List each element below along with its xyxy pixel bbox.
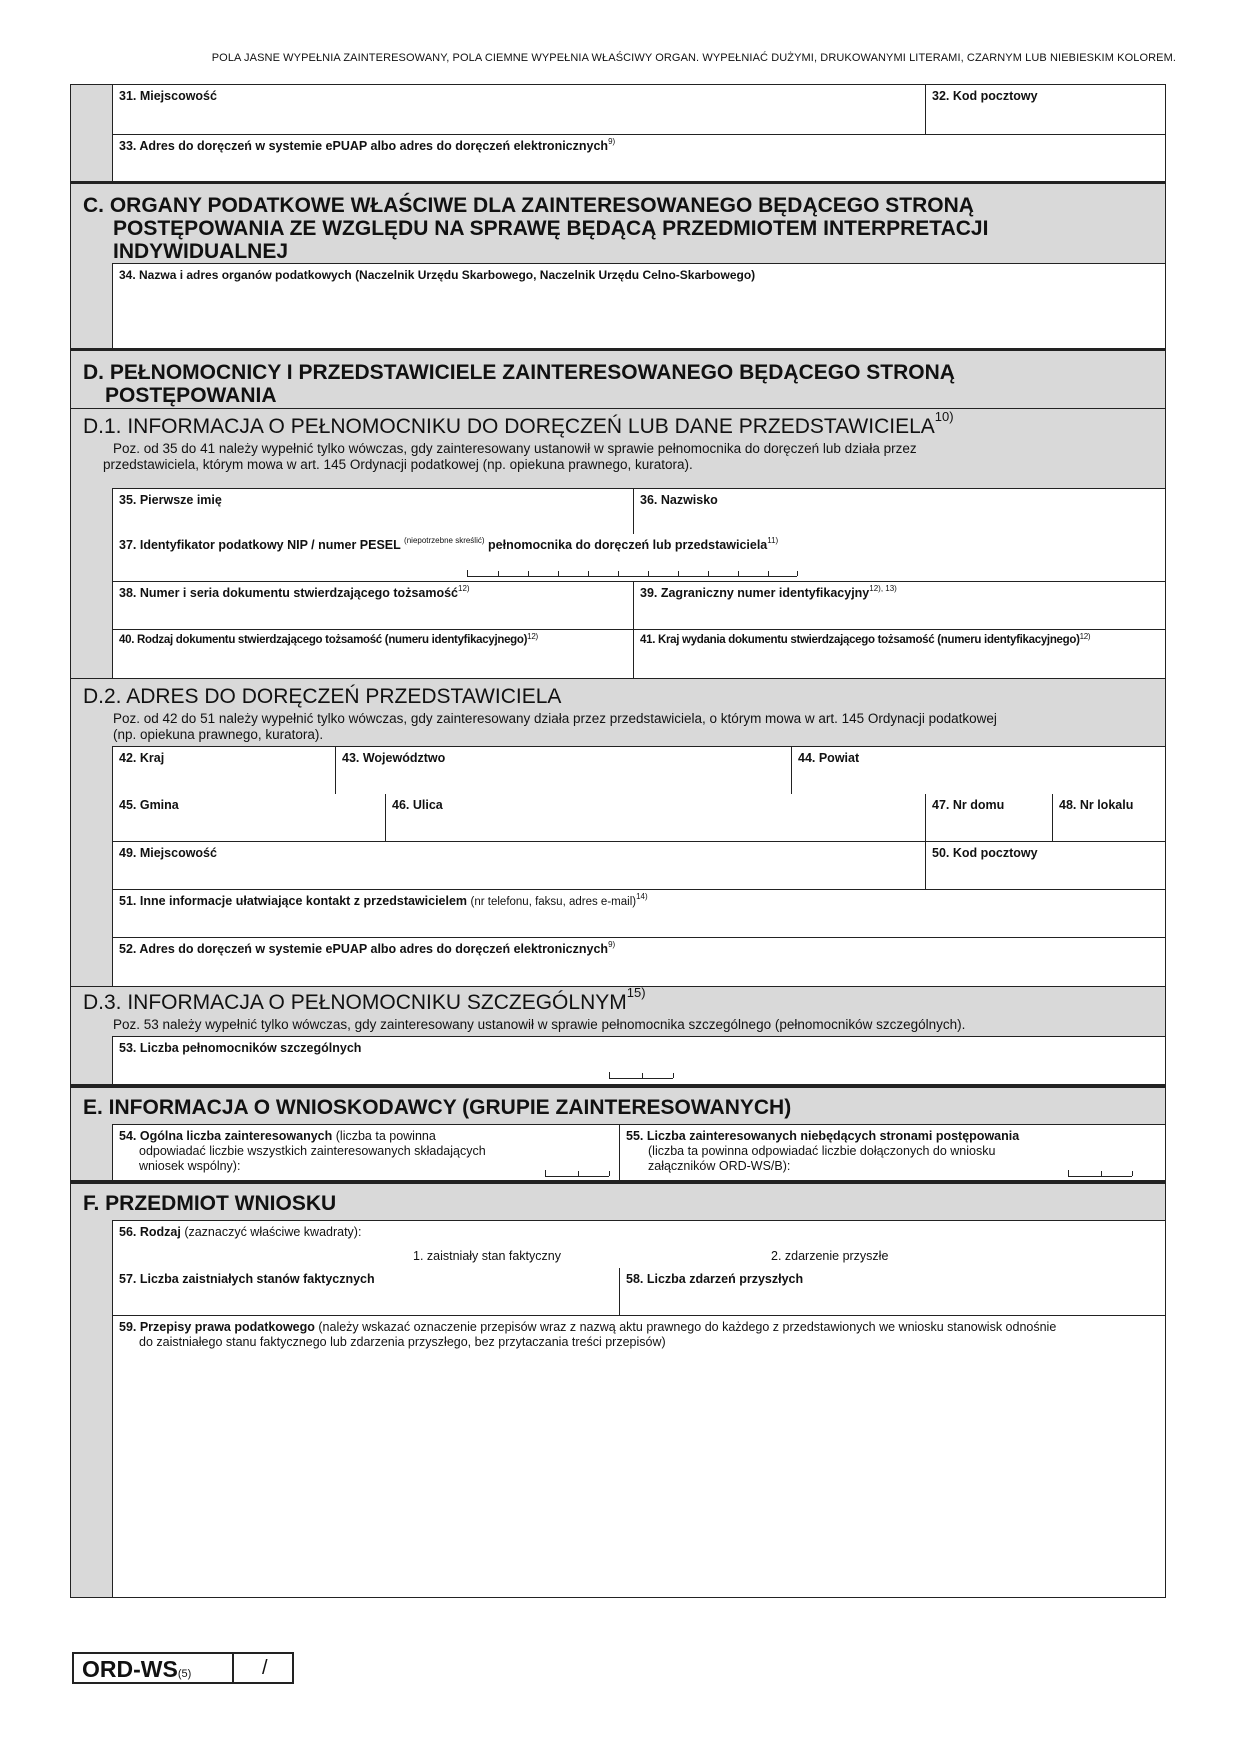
field-34-organy[interactable] <box>113 264 1165 349</box>
field-32-kod-pocztowy[interactable] <box>925 85 1165 135</box>
field-label: 34. Nazwa i adres organów podatkowych (Naczelnik Urzędu Skarbowego, Naczelnik Urzędu Celno-Skarbowego) <box>119 268 756 282</box>
digit-boxes-2[interactable] <box>609 1072 673 1079</box>
row-35-36 <box>113 488 1165 535</box>
row-59 <box>113 1316 1165 1597</box>
field-37-text: 37. Identyfikator podatkowy NIP / numer PESEL <box>119 538 401 552</box>
field-52-epuap[interactable] <box>113 938 1165 986</box>
field-56-text: 56. Rodzaj <box>119 1225 181 1239</box>
field-label: 48. Nr lokalu <box>1059 798 1134 812</box>
field-59-note2: do zaistniałego stanu faktycznego lub zdarzenia przyszłego, bez przytaczania treści przepisów) <box>139 1335 666 1349</box>
field-39-text: 39. Zagraniczny numer identyfikacyjny <box>640 586 870 600</box>
section-d2-header <box>71 678 1165 746</box>
field-label: 46. Ulica <box>392 798 443 812</box>
section-e-header <box>71 1084 1165 1124</box>
field-label <box>119 634 538 646</box>
field-59-label <box>119 1320 1056 1350</box>
option-zdarzenie-przyszle[interactable]: 2. zdarzenie przyszłe <box>771 1249 889 1263</box>
field-label: 45. Gmina <box>119 798 179 812</box>
field-38-dokument[interactable] <box>113 582 633 630</box>
footnote-ref: 12) <box>527 632 538 641</box>
field-label <box>119 538 778 552</box>
section-d1-title-text: D.1. INFORMACJA O PEŁNOMOCNIKU DO DORĘCZEŃ LUB DANE PRZEDSTAWICIELA <box>83 415 935 438</box>
row-57-58 <box>113 1268 1165 1316</box>
field-33-epuap[interactable] <box>113 135 1165 181</box>
field-label: 42. Kraj <box>119 751 165 765</box>
form-code-box <box>72 1652 294 1684</box>
field-52-text: 52. Adres do doręczeń w systemie ePUAP albo adres do doręczeń elektronicznych <box>119 942 609 956</box>
field-label <box>119 139 615 153</box>
field-50-kod-pocztowy[interactable] <box>925 842 1165 890</box>
field-label: 35. Pierwsze imię <box>119 493 222 507</box>
section-d3-header <box>71 986 1165 1036</box>
form-code-text: ORD-WS <box>82 1656 178 1682</box>
form-page <box>70 84 1166 1598</box>
field-55-note2: załączników ORD-WS/B): <box>648 1159 791 1173</box>
field-58-liczba-zdarzen[interactable] <box>619 1268 1165 1316</box>
footnote-ref: 12) <box>458 584 470 593</box>
left-gutter <box>71 85 113 1597</box>
row-42-44 <box>113 746 1165 795</box>
section-d3-title-text: D.3. INFORMACJA O PEŁNOMOCNIKU SZCZEGÓLNYM <box>83 991 627 1014</box>
row-34 <box>113 263 1165 349</box>
row-45-48 <box>113 794 1165 842</box>
field-54-liczba-zainteresowanych[interactable] <box>113 1125 619 1181</box>
field-41-kraj-wydania[interactable] <box>633 630 1165 678</box>
field-label: 43. Województwo <box>342 751 446 765</box>
field-47-nr-domu[interactable] <box>925 794 1052 842</box>
section-d-header <box>71 348 1165 408</box>
row-40-41 <box>113 630 1165 678</box>
field-39-zagraniczny-numer[interactable] <box>633 582 1165 630</box>
field-45-gmina[interactable] <box>113 794 385 842</box>
field-54-label <box>119 1129 486 1174</box>
section-f-title: F. PRZEDMIOT WNIOSKU <box>83 1192 337 1215</box>
field-37-nip-pesel[interactable] <box>113 534 1165 582</box>
section-d2-desc-line1: Poz. od 42 do 51 należy wypełnić tylko wówczas, gdy zainteresowany działa przez przedstawiciela, o którym mowa w art. 145 Ordynacji podatkowej <box>113 711 997 726</box>
field-57-liczba-stanow[interactable] <box>113 1268 619 1316</box>
form-version: (5) <box>177 1668 192 1680</box>
section-c-title-line1: C. ORGANY PODATKOWE WŁAŚCIWE DLA ZAINTERESOWANEGO BĘDĄCEGO STRONĄ <box>83 194 974 217</box>
field-55-liczba-niebedacych[interactable] <box>619 1125 1165 1181</box>
field-label: 49. Miejscowość <box>119 846 217 860</box>
option-stan-faktyczny[interactable]: 1. zaistniały stan faktyczny <box>413 1249 561 1263</box>
field-label: 32. Kod pocztowy <box>932 89 1038 103</box>
section-d3-desc: Poz. 53 należy wypełnić tylko wówczas, gdy zainteresowany ustanowił w sprawie pełnomocnika szczególnego (pełnomocników szczególnych). <box>113 1017 966 1032</box>
field-label: 47. Nr domu <box>932 798 1005 812</box>
section-d-title-line1: D. PEŁNOMOCNICY I PRZEDSTAWICIELE ZAINTERESOWANEGO BĘDĄCEGO STRONĄ <box>83 361 955 384</box>
section-d1-header <box>71 408 1165 488</box>
field-40-rodzaj-dokumentu[interactable] <box>113 630 633 678</box>
field-55-text: 55. Liczba zainteresowanych niebędących stronami postępowania <box>626 1129 1020 1143</box>
digit-boxes-11[interactable] <box>467 570 797 577</box>
section-d1-desc-line1: Poz. od 35 do 41 należy wypełnić tylko wówczas, gdy zainteresowany ustanowił w sprawie pełnomocnika do doręczeń lub działa przez <box>113 441 917 456</box>
field-51-note: (nr telefonu, faksu, adres e-mail) <box>470 896 637 908</box>
row-37 <box>113 534 1165 582</box>
instruction-note: POLA JASNE WYPEŁNIA ZAINTERESOWANY, POLA CIEMNE WYPEŁNIA WŁAŚCIWY ORGAN. WYPEŁNIAĆ DUŻYMI, DRUKOWANYMI LITERAMI, CZARNYM LUB NIEBIESKIM KOLOREM. <box>211 52 1176 64</box>
field-54-note1: (liczba ta powinna <box>335 1129 436 1143</box>
field-label: 57. Liczba zaistniałych stanów faktycznych <box>119 1272 375 1286</box>
field-49-miejscowosc[interactable] <box>113 842 925 890</box>
footnote-ref: 12) <box>1079 632 1091 641</box>
field-55-label <box>626 1129 1019 1174</box>
field-33-text: 33. Adres do doręczeń w systemie ePUAP albo adres do doręczeń elektronicznych <box>119 139 609 153</box>
field-label: 58. Liczba zdarzeń przyszłych <box>626 1272 804 1286</box>
field-label <box>119 942 615 956</box>
field-55-note1: (liczba ta powinna odpowiadać liczbie dołączonych do wniosku <box>648 1144 996 1158</box>
section-c-header <box>71 181 1165 263</box>
section-d1-desc-line2: przedstawiciela, którym mowa w art. 145 Ordynacji podatkowej (np. opiekuna prawnego, kuratora). <box>103 457 693 472</box>
section-d-title-line2: POSTĘPOWANIA <box>105 384 277 407</box>
row-38-39 <box>113 582 1165 630</box>
row-52 <box>113 938 1165 986</box>
section-d3-title <box>83 985 646 1015</box>
footnote-ref: 12), 13) <box>869 584 897 593</box>
row-54-55 <box>113 1124 1165 1181</box>
row-33 <box>113 135 1165 181</box>
field-label: 36. Nazwisko <box>640 493 718 507</box>
field-54-text: 54. Ogólna liczba zainteresowanych <box>119 1129 333 1143</box>
field-label <box>119 894 648 908</box>
page-number: / <box>262 1657 268 1679</box>
section-c-title-line3: INDYWIDUALNEJ <box>113 240 289 263</box>
field-53-liczba-pelnomocnikow[interactable] <box>113 1037 1165 1085</box>
field-label <box>119 1225 361 1239</box>
field-59-note1: (należy wskazać oznaczenie przepisów wraz z nazwą aktu prawnego do każdego z przedstawionych we wniosku stanowisk odnośnie <box>318 1320 1057 1334</box>
field-label: 50. Kod pocztowy <box>932 846 1038 860</box>
section-d2-title: D.2. ADRES DO DORĘCZEŃ PRZEDSTAWICIELA <box>83 685 562 708</box>
field-37-note: (niepotrzebne skreślić) <box>404 536 485 545</box>
field-37-text-b: pełnomocnika do doręczeń lub przedstawiciela <box>488 538 768 552</box>
field-56-rodzaj <box>113 1221 1165 1269</box>
field-label: 53. Liczba pełnomocników szczególnych <box>119 1041 362 1055</box>
field-35-imie[interactable] <box>113 489 633 535</box>
field-59-text: 59. Przepisy prawa podatkowego <box>119 1320 315 1334</box>
field-label: 44. Powiat <box>798 751 860 765</box>
field-label <box>119 586 470 600</box>
footnote-ref: 9) <box>608 940 616 949</box>
section-d2-desc-line2: (np. opiekuna prawnego, kuratora). <box>113 727 324 742</box>
digit-boxes-2[interactable] <box>545 1170 609 1177</box>
row-56 <box>113 1220 1165 1269</box>
field-51-text: 51. Inne informacje ułatwiające kontakt z przedstawicielem <box>119 894 468 908</box>
field-56-note: (zaznaczyć właściwe kwadraty): <box>184 1225 362 1239</box>
field-46-ulica[interactable] <box>385 794 925 842</box>
footnote-ref: 11) <box>767 536 779 545</box>
field-label: 31. Miejscowość <box>119 89 217 103</box>
field-31-miejscowosc[interactable] <box>113 85 925 135</box>
field-42-kraj[interactable] <box>113 747 335 795</box>
field-38-text: 38. Numer i seria dokumentu stwierdzającego tożsamość <box>119 586 459 600</box>
field-51-kontakt[interactable] <box>113 890 1165 938</box>
row-49-50 <box>113 842 1165 890</box>
row-53 <box>113 1036 1165 1085</box>
section-e-title: E. INFORMACJA O WNIOSKODAWCY (GRUPIE ZAINTERESOWANYCH) <box>83 1096 792 1119</box>
field-48-nr-lokalu[interactable] <box>1052 794 1165 842</box>
section-c-title-line2: POSTĘPOWANIA ZE WZGLĘDU NA SPRAWĘ BĘDĄCĄ PRZEDMIOTEM INTERPRETACJI <box>113 217 989 240</box>
field-label <box>640 586 897 600</box>
field-44-powiat[interactable] <box>791 747 1165 795</box>
field-41-text: 41. Kraj wydania dokumentu stwierdzającego tożsamość (numeru identyfikacyjnego) <box>640 634 1080 646</box>
footnote-ref: 14) <box>636 892 648 901</box>
form-code <box>82 1656 191 1683</box>
digit-boxes-2[interactable] <box>1068 1170 1132 1177</box>
field-36-nazwisko[interactable] <box>633 489 1165 535</box>
row-31-32 <box>113 85 1165 135</box>
footnote-ref: 15) <box>626 985 646 1000</box>
field-54-note2: odpowiadać liczbie wszystkich zainteresowanych składających <box>139 1144 486 1158</box>
field-40-text: 40. Rodzaj dokumentu stwierdzającego tożsamość (numeru identyfikacyjnego) <box>119 634 528 646</box>
footnote-ref: 10) <box>934 409 954 424</box>
field-label <box>640 634 1090 646</box>
footnote-ref: 9) <box>608 137 616 146</box>
field-59-przepisy[interactable] <box>113 1316 1165 1597</box>
section-d1-title <box>83 409 954 439</box>
divider <box>232 1654 234 1682</box>
field-43-wojewodztwo[interactable] <box>335 747 791 795</box>
row-51 <box>113 890 1165 938</box>
field-54-note3: wniosek wspólny): <box>139 1159 241 1173</box>
section-f-header <box>71 1180 1165 1220</box>
